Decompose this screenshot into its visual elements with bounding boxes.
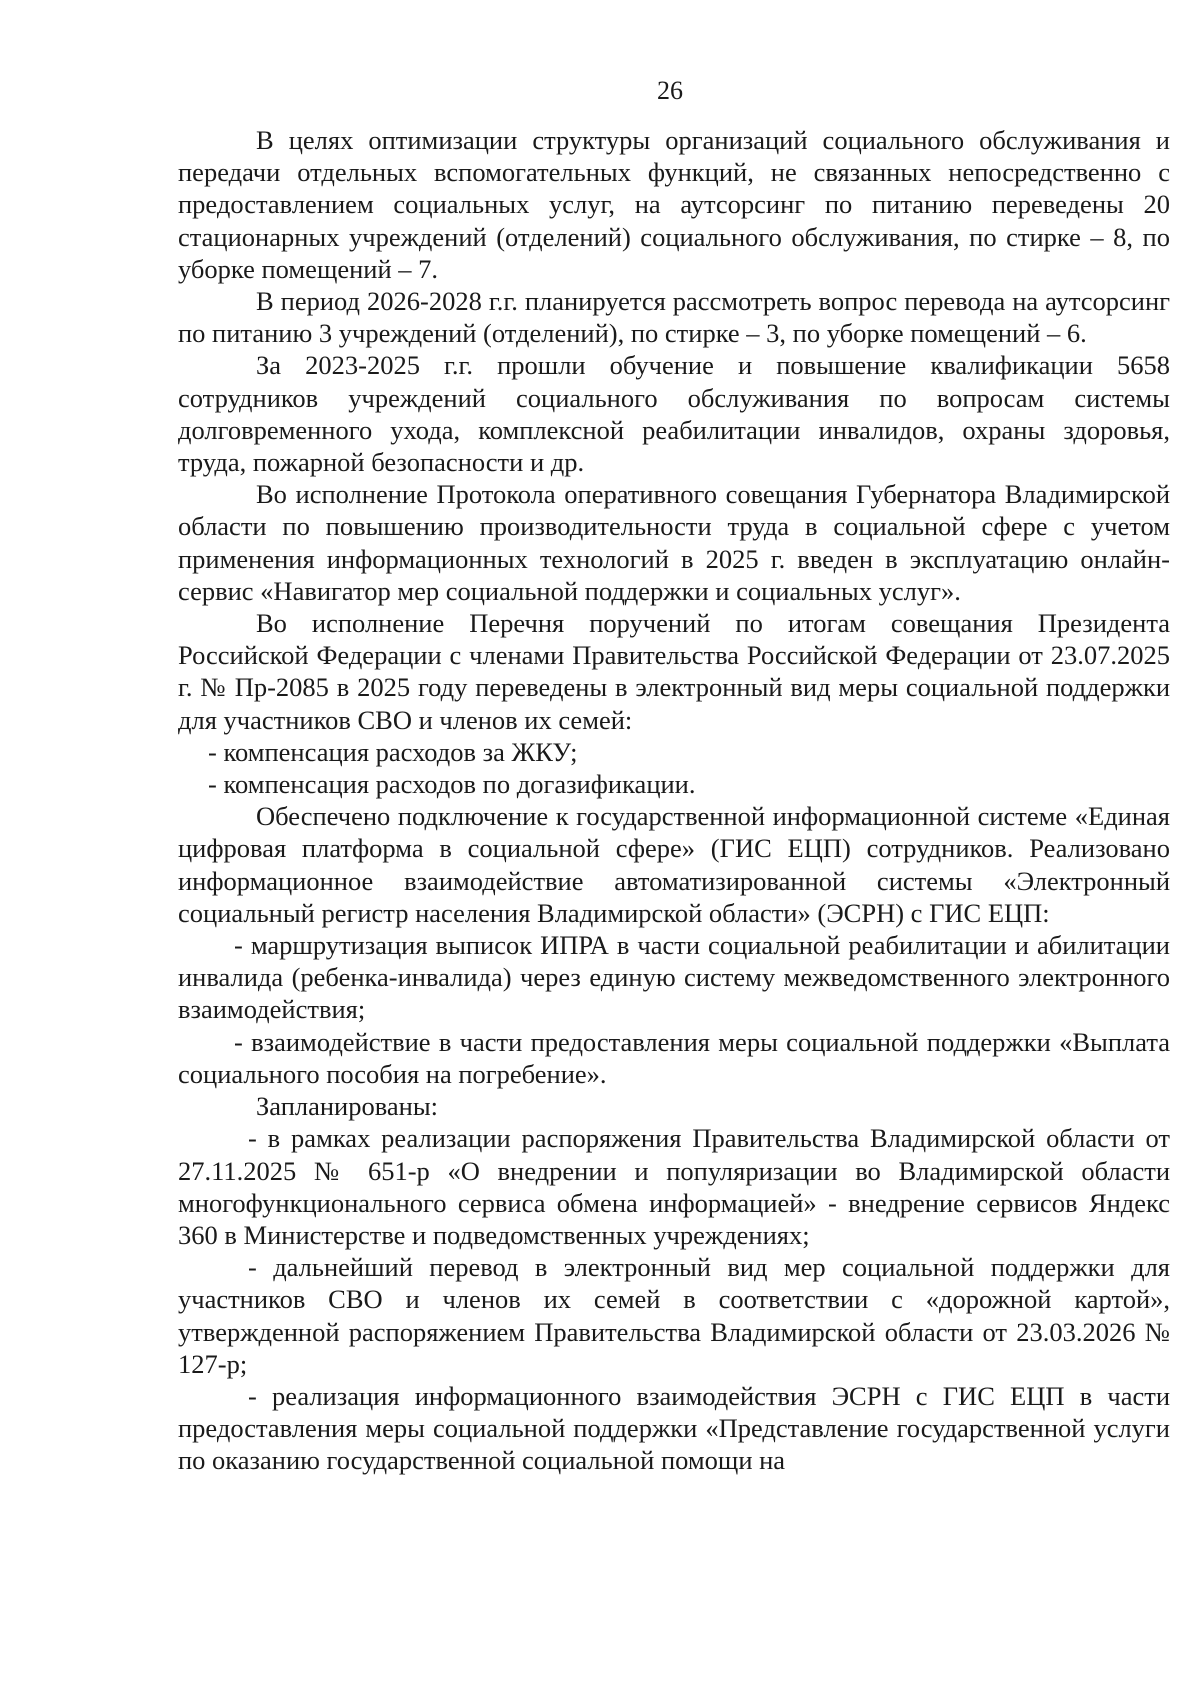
list-item-ipra-routing: - маршрутизация выписок ИПРА в части социальной реабилитации и абилитации инвалида (ребенка-инвалида) через единую систему межведомственного электронного взаимодействия; bbox=[178, 930, 1170, 1025]
list-item-yandex-360: - в рамках реализации распоряжения Правительства Владимирской области от 27.11.2025 № 651-р «О внедрении и популяризации во Владимирской области многофункционального сервиса обмена информацией» - внедрение сервисов Яндекс 360 в Министерстве и подведомственных учреждениях; bbox=[178, 1123, 1170, 1250]
paragraph-gis-ecp: Обеспечено подключение к государственной информационной системе «Единая цифровая платформа в социальной сфере» (ГИС ЕЦП) сотрудников. Реализовано информационное взаимодействие автоматизированной системы «Электронный социальный регистр населения Владимирской области» (ЭСРН) с ГИС ЕЦП: bbox=[178, 801, 1170, 928]
list-item-esrn-integration: - реализация информационного взаимодействия ЭСРН с ГИС ЕЦП в части предоставления меры социальной поддержки «Представление государственной услуги по оказанию государственной социальной помощи на bbox=[178, 1380, 1170, 1476]
paragraph-planned: Запланированы: bbox=[256, 1091, 438, 1122]
list-item-gasification-compensation: - компенсация расходов по догазификации. bbox=[208, 769, 696, 800]
document-body bbox=[178, 124, 1170, 1477]
list-item-housing-compensation: - компенсация расходов за ЖКУ; bbox=[208, 736, 578, 767]
list-item-svo-roadmap: - дальнейший перевод в электронный вид мер социальной поддержки для участников СВО и членов их семей в соответствии с «дорожной картой», утвержденной распоряжением Правительства Владимирской области от 23.03.2026 № 127-р; bbox=[178, 1252, 1170, 1379]
list-item-burial-allowance: - взаимодействие в части предоставления меры социальной поддержки «Выплата социального пособия на погребение». bbox=[178, 1026, 1170, 1089]
paragraph-navigator-service: Во исполнение Протокола оперативного совещания Губернатора Владимирской области по повышению производительности труда в социальной сфере с учетом применения информационных технологий в 2025 г. введен в эксплуатацию онлайн-сервис «Навигатор мер социальной поддержки и социальных услуг». bbox=[178, 479, 1170, 606]
paragraph-svo-measures: Во исполнение Перечня поручений по итогам совещания Президента Российской Федерации с членами Правительства Российской Федерации от 23.07.2025 г. № Пр-2085 в 2025 году переведены в электронный вид меры социальной поддержки для участников СВО и членов их семей: bbox=[178, 608, 1170, 735]
page-number: 26 bbox=[657, 76, 683, 105]
paragraph-outsourcing-plan: В период 2026-2028 г.г. планируется рассмотреть вопрос перевода на аутсорсинг по питанию 3 учреждений (отделений), по стирке – 3, по уборке помещений – 6. bbox=[178, 286, 1170, 349]
paragraph-training: За 2023-2025 г.г. прошли обучение и повышение квалификации 5658 сотрудников учреждений социального обслуживания по вопросам системы долговременного ухода, комплексной реабилитации инвалидов, охраны здоровья, труда, пожарной безопасности и др. bbox=[178, 350, 1170, 478]
paragraph-outsourcing: В целях оптимизации структуры организаций социального обслуживания и передачи отдельных вспомогательных функций, не связанных непосредственно с предоставлением социальных услуг, на аутсорсинг по питанию переведены 20 стационарных учреждений (отделений) социального обслуживания, по стирке – 8, по уборке помещений – 7. bbox=[178, 125, 1170, 284]
